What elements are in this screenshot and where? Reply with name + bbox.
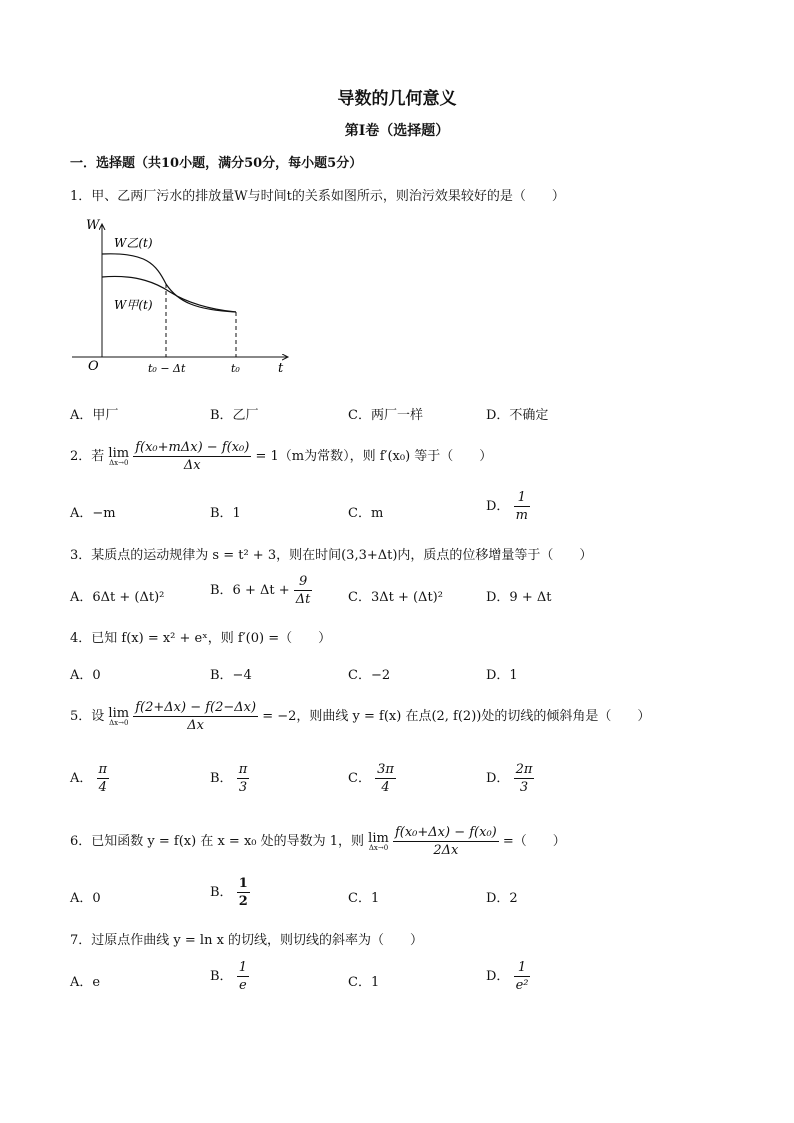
fraction-numerator: π xyxy=(98,762,108,777)
fraction-denominator: e xyxy=(238,978,247,993)
curve-w-yi-label: W乙(t) xyxy=(114,236,153,250)
question-5-prefix: 5．设 xyxy=(70,709,105,724)
question-5-option-c[interactable] xyxy=(348,762,396,795)
option-fraction xyxy=(514,960,531,993)
fraction-numerator: 3π xyxy=(377,762,394,777)
lim-text: lim xyxy=(108,705,130,721)
question-6-stem xyxy=(70,825,566,858)
tick-t0-label: t₀ xyxy=(231,362,240,375)
question-7-option-b[interactable] xyxy=(210,960,249,993)
question-1-option-c[interactable]: C．两厂一样 xyxy=(348,408,423,423)
option-label: A． xyxy=(70,771,93,786)
question-6-option-c[interactable]: C．1 xyxy=(348,891,380,906)
question-1-option-d[interactable]: D．不确定 xyxy=(486,408,549,423)
t-axis-label: t xyxy=(278,361,284,376)
question-3-option-d[interactable]: D．9 + Δt xyxy=(486,590,552,605)
tick-t0-minus-label: t₀ − Δt xyxy=(148,362,186,375)
question-4-option-b[interactable]: B．−4 xyxy=(210,668,252,683)
question-4-option-a[interactable]: A．0 xyxy=(70,668,101,683)
fraction-denominator: 4 xyxy=(98,780,107,795)
question-1-figure xyxy=(66,212,296,380)
fraction-denominator: m xyxy=(515,508,528,523)
question-2-suffix: = 1（m为常数），则 f′(x₀) 等于（ ） xyxy=(255,449,493,464)
question-2-option-b[interactable]: B．1 xyxy=(210,506,241,521)
question-7-stem: 7．过原点作曲线 y = ln x 的切线，则切线的斜率为（ ） xyxy=(70,933,424,948)
option-label: C． xyxy=(348,771,371,786)
question-7-option-d[interactable] xyxy=(486,960,530,993)
option-fraction xyxy=(97,762,110,795)
question-5-limit xyxy=(108,707,129,727)
w-axis-label: W xyxy=(86,218,100,233)
option-fraction xyxy=(237,960,249,993)
fraction-denominator: 2 xyxy=(238,894,248,909)
question-2-option-c[interactable]: C．m xyxy=(348,506,384,521)
lim-text: lim xyxy=(368,830,389,846)
fraction-denominator: 2Δx xyxy=(433,843,459,858)
fraction-numerator: f(x₀+Δx) − f(x₀) xyxy=(394,825,497,840)
question-4-stem: 4．已知 f(x) = x² + eˣ，则 f′(0) =（ ） xyxy=(70,631,332,646)
option-fraction xyxy=(294,574,313,607)
question-6-suffix: =（ ） xyxy=(502,834,566,849)
option-label: D． xyxy=(486,499,510,514)
question-5-option-a[interactable] xyxy=(70,762,109,795)
option-label: B． xyxy=(210,771,233,786)
curve-w-jia-label: W甲(t) xyxy=(114,298,153,312)
option-label: D． xyxy=(486,969,510,984)
option-label: B．6 + Δt + xyxy=(210,583,290,598)
question-6-option-d[interactable]: D．2 xyxy=(486,891,518,906)
question-5-stem xyxy=(70,700,650,733)
question-1-stem: 1．甲、乙两厂污水的排放量W与时间t的关系如图所示，则治污效果较好的是（ ） xyxy=(70,189,565,204)
fraction-denominator: 3 xyxy=(519,780,529,795)
fraction-numerator: 1 xyxy=(514,490,530,507)
question-7-option-c[interactable]: C．1 xyxy=(348,975,380,990)
option-fraction xyxy=(237,762,250,795)
question-2-limit xyxy=(108,447,129,467)
lim-subscript: Δx→0 xyxy=(368,843,389,852)
page-subtitle: 第Ⅰ卷（选择题） xyxy=(344,123,450,139)
question-6-option-b[interactable] xyxy=(210,876,250,909)
question-6-limit xyxy=(368,832,389,852)
question-3-option-c[interactable]: C．3Δt + (Δt)² xyxy=(348,590,443,605)
option-label: B． xyxy=(210,885,233,900)
question-6-prefix: 6．已知函数 y = f(x) 在 x = x₀ 处的导数为 1，则 xyxy=(70,834,365,849)
fraction-denominator: e² xyxy=(515,978,529,993)
option-label: D． xyxy=(486,771,510,786)
fraction-numerator: 1 xyxy=(514,960,531,977)
question-2-prefix: 2．若 xyxy=(70,449,105,464)
fraction-denominator: Δt xyxy=(295,592,311,607)
question-7-option-a[interactable]: A．e xyxy=(70,975,101,990)
question-3-stem: 3．某质点的运动规律为 s = t² + 3，则在时间(3,3+Δt)内，质点的位移增量等于（ ） xyxy=(70,548,593,563)
question-2-option-d[interactable] xyxy=(486,490,530,523)
lim-text: lim xyxy=(108,445,130,461)
question-2-option-a[interactable]: A．−m xyxy=(70,506,116,521)
fraction-numerator: π xyxy=(238,762,248,777)
fraction-numerator: 9 xyxy=(294,574,313,591)
fraction-numerator: 2π xyxy=(515,762,533,777)
question-6-fraction xyxy=(393,825,499,858)
option-fraction xyxy=(514,490,530,523)
question-6-option-a[interactable]: A．0 xyxy=(70,891,101,906)
question-5-suffix: = −2，则曲线 y = f(x) 在点(2, f(2))处的切线的倾斜角是（ ） xyxy=(262,709,651,724)
question-5-option-d[interactable] xyxy=(486,762,534,795)
question-2-stem xyxy=(70,440,492,473)
section-heading: 一．选择题（共10小题，满分50分，每小题5分） xyxy=(70,156,363,171)
question-1-option-a[interactable]: A．甲厂 xyxy=(70,408,119,423)
fraction-denominator: Δx xyxy=(183,458,201,473)
fraction-denominator: Δx xyxy=(187,718,204,733)
option-label: B． xyxy=(210,969,233,984)
option-fraction xyxy=(237,876,250,909)
question-3-option-a[interactable]: A．6Δt + (Δt)² xyxy=(70,590,165,605)
lim-subscript: Δx→0 xyxy=(109,458,129,467)
fraction-denominator: 4 xyxy=(381,780,390,795)
question-5-fraction xyxy=(133,700,258,733)
question-4-option-c[interactable]: C．−2 xyxy=(348,668,391,683)
fraction-numerator: f(x₀+mΔx) − f(x₀) xyxy=(135,440,250,455)
question-2-fraction xyxy=(133,440,251,473)
fraction-numerator: f(2+Δx) − f(2−Δx) xyxy=(135,700,257,715)
fraction-numerator: 1 xyxy=(238,960,247,975)
page-title: 导数的几何意义 xyxy=(337,89,457,109)
question-1-option-b[interactable]: B．乙厂 xyxy=(210,408,259,423)
question-4-option-d[interactable]: D．1 xyxy=(486,668,518,683)
option-fraction xyxy=(375,762,396,795)
question-5-option-b[interactable] xyxy=(210,762,249,795)
fraction-numerator: 1 xyxy=(238,876,248,891)
lim-subscript: Δx→0 xyxy=(109,718,129,727)
question-3-option-b[interactable] xyxy=(210,574,312,607)
option-fraction xyxy=(514,762,535,795)
origin-label: O xyxy=(88,359,99,374)
fraction-denominator: 3 xyxy=(238,780,248,795)
